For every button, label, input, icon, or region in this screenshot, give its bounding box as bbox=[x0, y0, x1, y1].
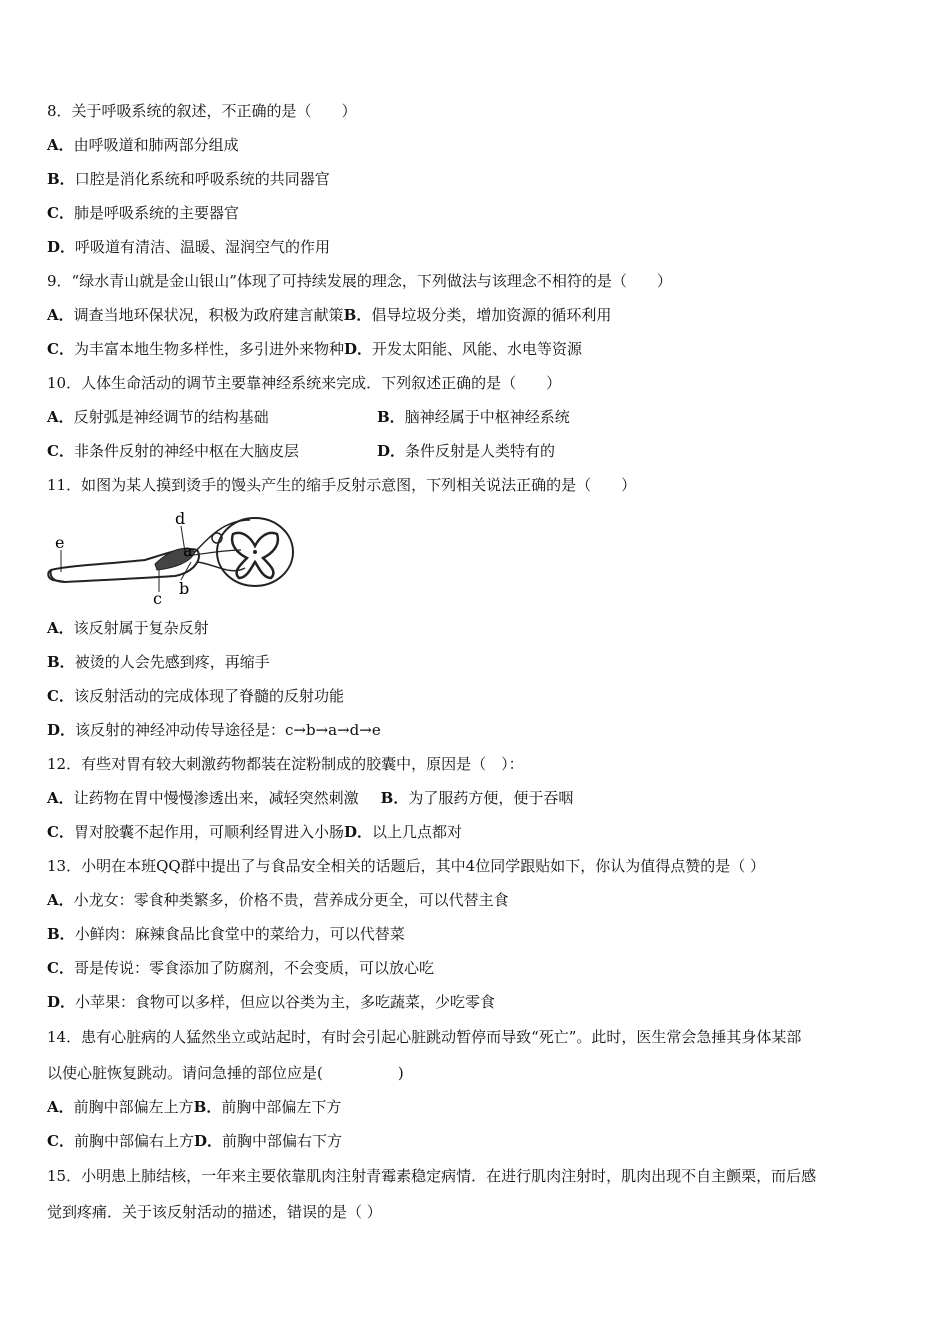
q11-option-d: D．该反射的神经冲动传导途径是：c→b→a→d→e bbox=[47, 721, 381, 739]
q12-stem: 12．有些对胃有较大刺激药物都装在淀粉制成的胶囊中，原因是（ ）： bbox=[47, 755, 524, 773]
q8-option-c: C．肺是呼吸系统的主要器官 bbox=[47, 204, 239, 222]
q15-stem-line2: 觉到疼痛．关于该反射活动的描述，错误的是（ ） bbox=[47, 1203, 382, 1221]
q10-option-d: D．条件反射是人类特有的 bbox=[377, 442, 556, 460]
q8-option-d: D．呼吸道有清洁、温暖、湿润空气的作用 bbox=[47, 238, 331, 256]
q12-options-cd: C．胃对胶囊不起作用，可顺利经胃进入小肠D．以上几点都对 bbox=[47, 823, 462, 841]
figure-label-a: a bbox=[183, 541, 193, 560]
q10-stem: 10．人体生命活动的调节主要靠神经系统来完成．下列叙述正确的是（ ） bbox=[47, 374, 562, 392]
q10-option-a: A．反射弧是神经调节的结构基础 bbox=[47, 408, 269, 426]
q13-option-c: C．哥是传说：零食添加了防腐剂，不会变质，可以放心吃 bbox=[47, 959, 434, 977]
q13-option-a: A．小龙女：零食种类繁多，价格不贵，营养成分更全，可以代替主食 bbox=[47, 891, 509, 909]
q8-option-a: A．由呼吸道和肺两部分组成 bbox=[47, 136, 239, 154]
q9-stem: 9．“绿水青山就是金山银山”体现了可持续发展的理念，下列做法与该理念不相符的是（ ） bbox=[47, 272, 672, 290]
q14-stem-line1: 14．患有心脏病的人猛然坐立或站起时，有时会引起心脏跳动暂停而导致“死亡”。此时，医生常会急捶其身体某部 bbox=[47, 1028, 802, 1046]
q11-stem: 11．如图为某人摸到烫手的馒头产生的缩手反射示意图，下列相关说法正确的是（ ） bbox=[47, 476, 637, 494]
q14-stem-line2: 以使心脏恢复跳动。请问急捶的部位应是( ) bbox=[47, 1064, 404, 1082]
q14-options-cd: C．前胸中部偏右上方D．前胸中部偏右下方 bbox=[47, 1132, 342, 1150]
q15-stem-line1: 15．小明患上肺结核，一年来主要依靠肌肉注射青霉素稳定病情．在进行肌肉注射时，肌肉出现不自主颤栗，而后感 bbox=[47, 1167, 817, 1185]
q13-stem: 13．小明在本班QQ群中提出了与食品安全相关的话题后，其中4位同学跟贴如下，你认为值得点赞的是（ ） bbox=[47, 857, 765, 875]
q14-options-ab: A．前胸中部偏左上方B．前胸中部偏左下方 bbox=[47, 1098, 342, 1116]
figure-label-d: d bbox=[175, 509, 186, 528]
q13-option-d: D．小苹果：食物可以多样，但应以谷类为主，多吃蔬菜，少吃零食 bbox=[47, 993, 496, 1011]
figure-label-c: c bbox=[153, 589, 162, 606]
q8-option-b: B．口腔是消化系统和呼吸系统的共同器官 bbox=[47, 170, 330, 188]
q10-option-b: B．脑神经属于中枢神经系统 bbox=[377, 408, 570, 426]
spinal-cord-canal bbox=[253, 550, 257, 554]
figure-label-e: e bbox=[55, 533, 65, 552]
q9-options-ab: A．调查当地环保状况，积极为政府建言献策B．倡导垃圾分类，增加资源的循环利用 bbox=[47, 306, 612, 324]
q9-options-cd: C．为丰富本地生物多样性，多引进外来物种D．开发太阳能、风能、水电等资源 bbox=[47, 340, 582, 358]
q11-option-b: B．被烫的人会先感到疼，再缩手 bbox=[47, 653, 270, 671]
q11-option-a: A．该反射属于复杂反射 bbox=[47, 619, 209, 637]
reflex-arc-figure bbox=[45, 506, 297, 606]
q11-option-c: C．该反射活动的完成体现了脊髓的反射功能 bbox=[47, 687, 344, 705]
q10-option-c: C．非条件反射的神经中枢在大脑皮层 bbox=[47, 442, 299, 460]
q13-option-b: B．小鲜肉：麻辣食品比食堂中的菜给力，可以代替菜 bbox=[47, 925, 405, 943]
figure-label-b: b bbox=[179, 579, 190, 598]
spinal-cord-gray-matter bbox=[232, 533, 278, 578]
q8-stem: 8．关于呼吸系统的叙述，不正确的是（ ） bbox=[47, 102, 357, 120]
q12-options-ab: A．让药物在胃中慢慢渗透出来，减轻突然刺激 B．为了服药方便，便于吞咽 bbox=[47, 789, 574, 807]
